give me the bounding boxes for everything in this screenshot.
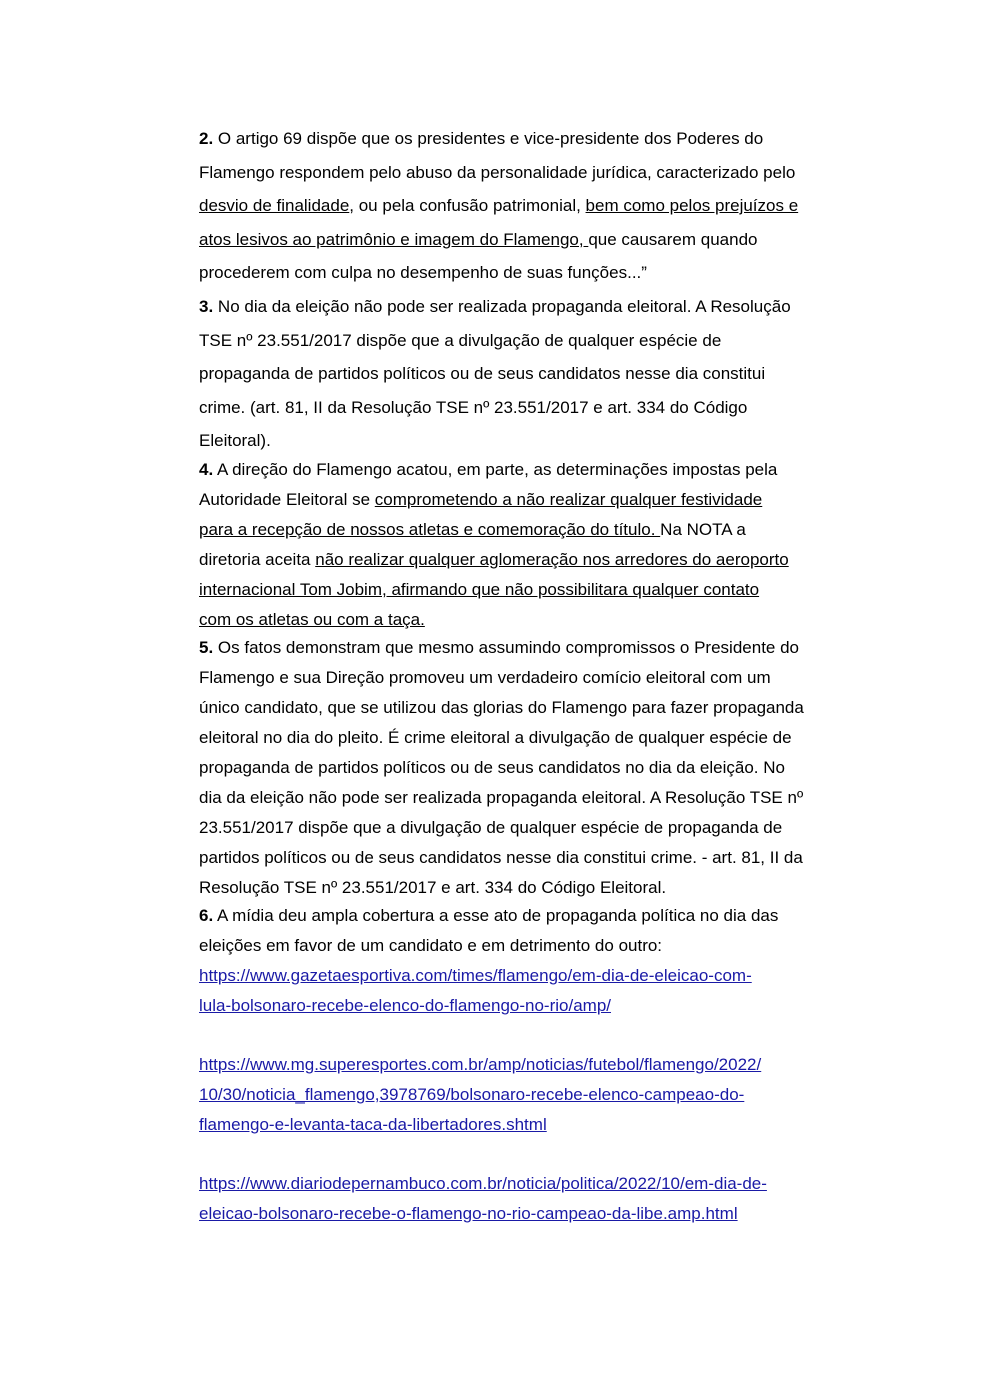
text-line: com os atletas ou com a taça. [199, 610, 425, 629]
link-line[interactable]: 10/30/noticia_flamengo,3978769/bolsonaro-recebe-elenco-campeao-do- [199, 1085, 745, 1104]
text-line: procederem com culpa no desempenho de suas funções...” [199, 263, 647, 282]
text-line: Eleitoral). [199, 431, 271, 450]
item-number: 6. [199, 906, 214, 925]
text-line: partidos políticos ou de seus candidatos nesse dia constitui crime. - art. 81, II da [199, 848, 803, 867]
link-line[interactable]: eleicao-bolsonaro-recebe-o-flamengo-no-rio-campeao-da-libe.amp.html [199, 1204, 738, 1223]
link-line[interactable]: https://www.gazetaesportiva.com/times/flamengo/em-dia-de-eleicao-com- [199, 966, 752, 985]
text-line: eleições em favor de um candidato e em detrimento do outro: [199, 936, 663, 955]
link-gazeta-esportiva[interactable] [199, 961, 859, 1021]
text-line: Resolução TSE nº 23.551/2017 e art. 334 do Código Eleitoral. [199, 878, 667, 897]
text-line: 6. A mídia deu ampla cobertura a esse ato de propaganda política no dia das [199, 906, 779, 925]
text-line: propaganda de partidos políticos ou de seus candidatos no dia da eleição. No [199, 758, 785, 777]
text-line: único candidato, que se utilizou das glorias do Flamengo para fazer propaganda [199, 698, 804, 717]
text-line: desvio de finalidade, ou pela confusão patrimonial, bem como pelos prejuízos e [199, 196, 799, 215]
text-line: crime. (art. 81, II da Resolução TSE nº 23.551/2017 e art. 334 do Código [199, 397, 748, 417]
text-line: atos lesivos ao patrimônio e imagem do Flamengo, que causarem quando [199, 229, 758, 249]
text-line: 23.551/2017 dispõe que a divulgação de qualquer espécie de propaganda de [199, 818, 783, 837]
text-line: TSE nº 23.551/2017 dispõe que a divulgação de qualquer espécie de [199, 330, 722, 350]
text-line: Flamengo respondem pelo abuso da personalidade jurídica, caracterizado pelo [199, 162, 796, 182]
text-line: Flamengo e sua Direção promoveu um verdadeiro comício eleitoral com um [199, 668, 771, 687]
paragraph-6 [199, 901, 859, 961]
item-number: 2. [199, 129, 214, 148]
link-superesportes[interactable] [199, 1050, 859, 1140]
text-line: eleitoral no dia do pleito. É crime eleitoral a divulgação de qualquer espécie de [199, 728, 792, 747]
item-number: 4. [199, 460, 214, 479]
text-line: 2. O artigo 69 dispõe que os presidentes e vice-presidente dos Poderes do [199, 129, 764, 148]
text-line: 5. Os fatos demonstram que mesmo assumindo compromissos o Presidente do [199, 638, 799, 657]
link-line[interactable]: https://www.mg.superesportes.com.br/amp/noticias/futebol/flamengo/2022/ [199, 1055, 762, 1074]
item-number: 3. [199, 297, 214, 316]
text-line: 3. No dia da eleição não pode ser realizada propaganda eleitoral. A Resolução [199, 297, 791, 316]
text-line: propaganda de partidos políticos ou de seus candidatos nesse dia constitui [199, 364, 766, 383]
text-line: Autoridade Eleitoral se comprometendo a não realizar qualquer festividade [199, 490, 763, 509]
paragraph-5 [199, 633, 859, 903]
link-line[interactable]: https://www.diariodepernambuco.com.br/noticia/politica/2022/10/em-dia-de- [199, 1174, 767, 1193]
link-diario-de-pernambuco[interactable] [199, 1169, 859, 1229]
text-line: diretoria aceita não realizar qualquer aglomeração nos arredores do aeroporto [199, 550, 789, 569]
text-line: para a recepção de nossos atletas e comemoração do título. Na NOTA a [199, 520, 746, 539]
text-line: internacional Tom Jobim, afirmando que não possibilitara qualquer contato [199, 580, 760, 599]
item-number: 5. [199, 638, 214, 657]
paragraph-3 [199, 290, 859, 458]
link-line[interactable]: flamengo-e-levanta-taca-da-libertadores.shtml [199, 1115, 547, 1134]
text-line: 4. A direção do Flamengo acatou, em parte, as determinações impostas pela [199, 460, 778, 479]
link-line[interactable]: lula-bolsonaro-recebe-elenco-do-flamengo-no-rio/amp/ [199, 996, 611, 1015]
text-line: dia da eleição não pode ser realizada propaganda eleitoral. A Resolução TSE nº [199, 788, 804, 807]
paragraph-2 [199, 122, 859, 290]
paragraph-4 [199, 455, 859, 635]
